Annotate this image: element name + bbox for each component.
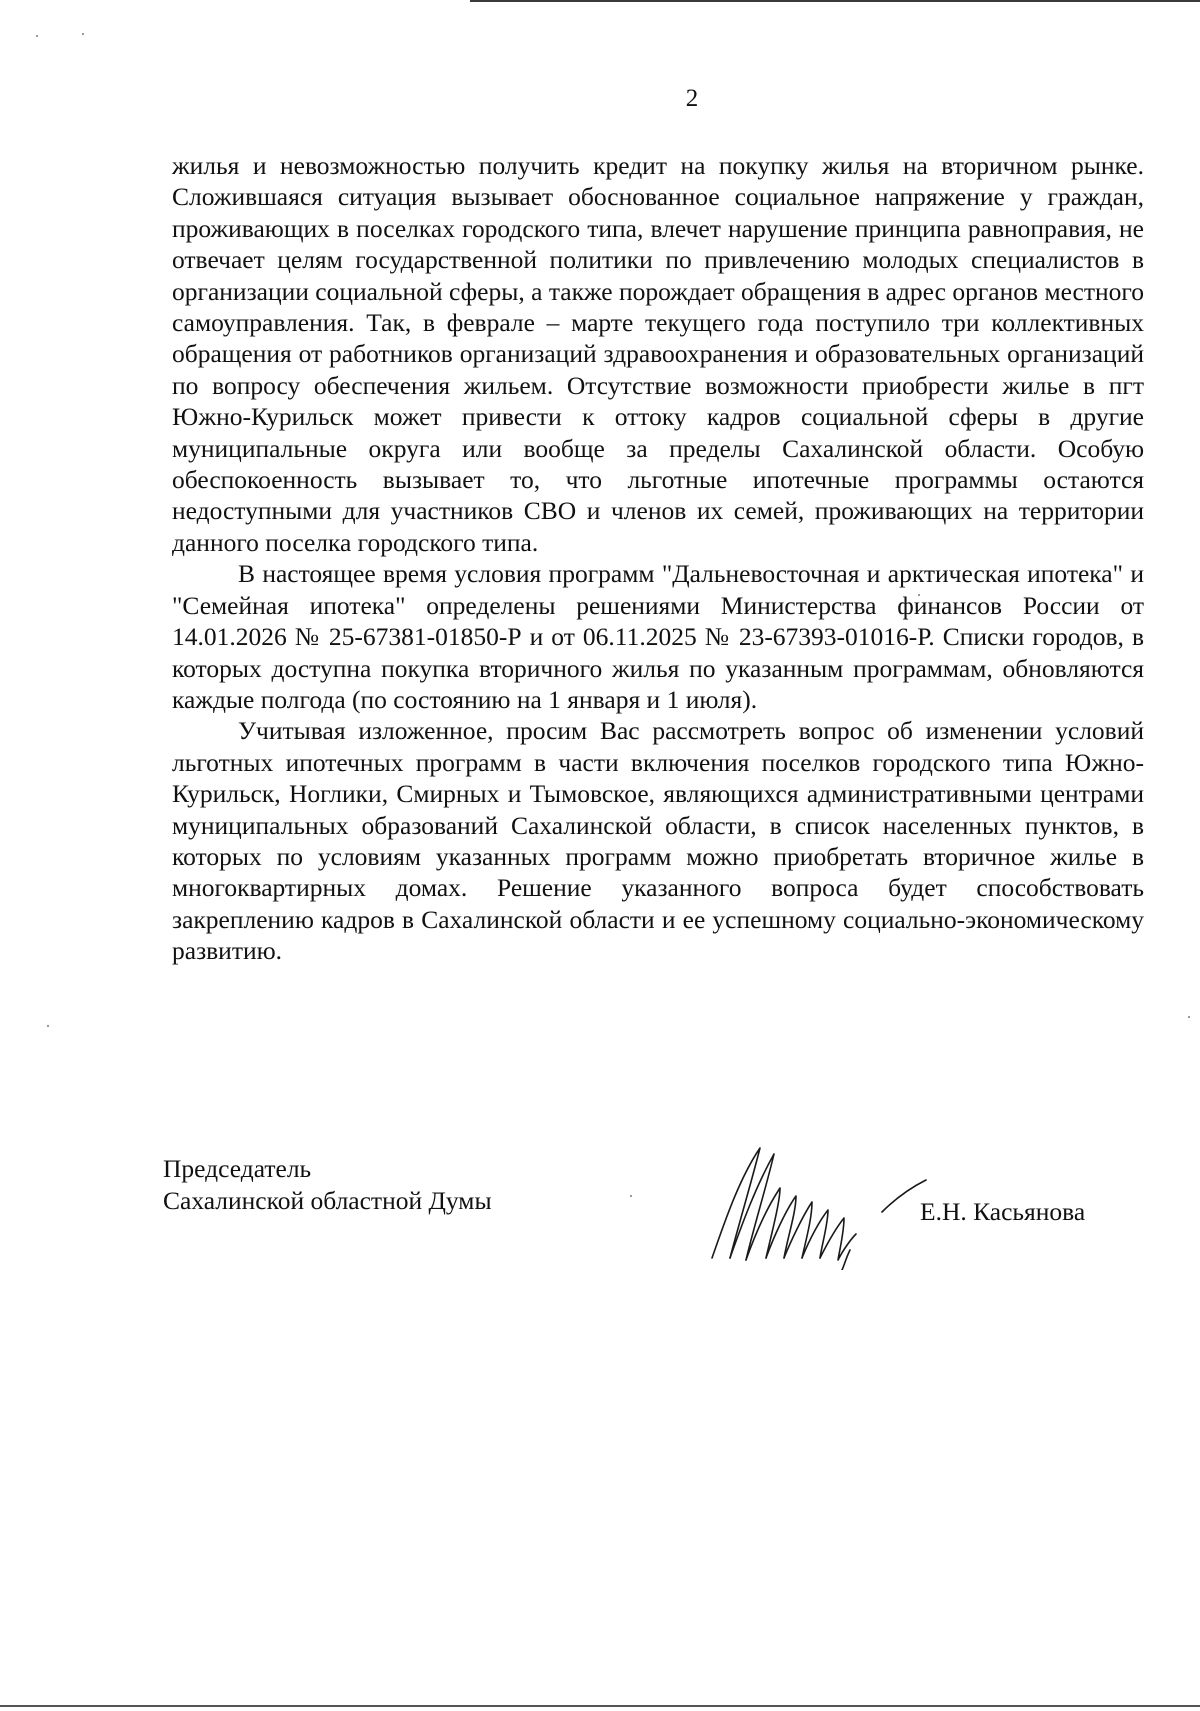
scan-speck xyxy=(36,35,38,37)
signatory-title-line2: Сахалинской областной Думы xyxy=(163,1186,492,1215)
paragraph-mortgage-conditions: В настоящее время условия программ "Дальневосточная и арктическая ипотека" и "Семейная ипотека" определены решениями Министерства финансов России от 14.01.2026 № 25-67381-01850-Р и от 06.11.2025 № 23-67393-01016-Р. Списки городов, в которых доступна покупка вторичного жилья по указанным программам, обновляются каждые полгода (по состоянию на 1 января и 1 июля). xyxy=(172,559,1144,714)
scan-edge-top xyxy=(470,0,1200,2)
letter-body xyxy=(172,150,1144,967)
signatory-title-line1: Председатель xyxy=(163,1154,312,1183)
paragraph-continuation: жилья и невозможностью получить кредит на покупку жилья на вторичном рынке. Сложившаяся ситуация вызывает обоснованное социальное напряжение у граждан, проживающих в поселках городского типа, влечет нарушение принципа равноправия, не отвечает целям государственной политики по привлечению молодых специалистов в организации социальной сферы, а также порождает обращения в адрес органов местного самоуправления. Так, в феврале – марте текущего года поступило три коллективных обращения от работников организаций здравоохранения и образовательных организаций по вопросу обеспечения жильем. Отсутствие возможности приобрести жилье в пгт Южно-Курильск может привести к оттоку кадров социальной сферы в другие муниципальные округа или вообще за пределы Сахалинской области. Особую обеспокоенность вызывает то, что льготные ипотечные программы остаются недоступными для участников СВО и членов их семей, проживающих на территории данного поселка городского типа. xyxy=(172,151,1144,557)
scan-speck xyxy=(630,1195,632,1197)
scan-speck xyxy=(82,33,84,35)
scan-edge-bottom xyxy=(0,1705,1200,1707)
page-number: 2 xyxy=(685,85,699,112)
signatory-title xyxy=(163,1153,492,1217)
scan-speck xyxy=(47,1025,49,1027)
scan-speck xyxy=(1188,1016,1190,1018)
signer-name: Е.Н. Касьянова xyxy=(920,1197,1086,1226)
paragraph-request: Учитывая изложенное, просим Вас рассмотреть вопрос об изменении условий льготных ипотечных программ в части включения поселков городского типа Южно-Курильск, Ноглики, Смирных и Тымовское, являющихся административными центрами муниципальных образований Сахалинской области, в список населенных пунктов, в которых по условиям указанных программ можно приобретать вторичное жилье в многоквартирных домах. Решение указанного вопроса будет способствовать закреплению кадров в Сахалинской области и ее успешному социально-экономическому развитию. xyxy=(172,716,1144,966)
